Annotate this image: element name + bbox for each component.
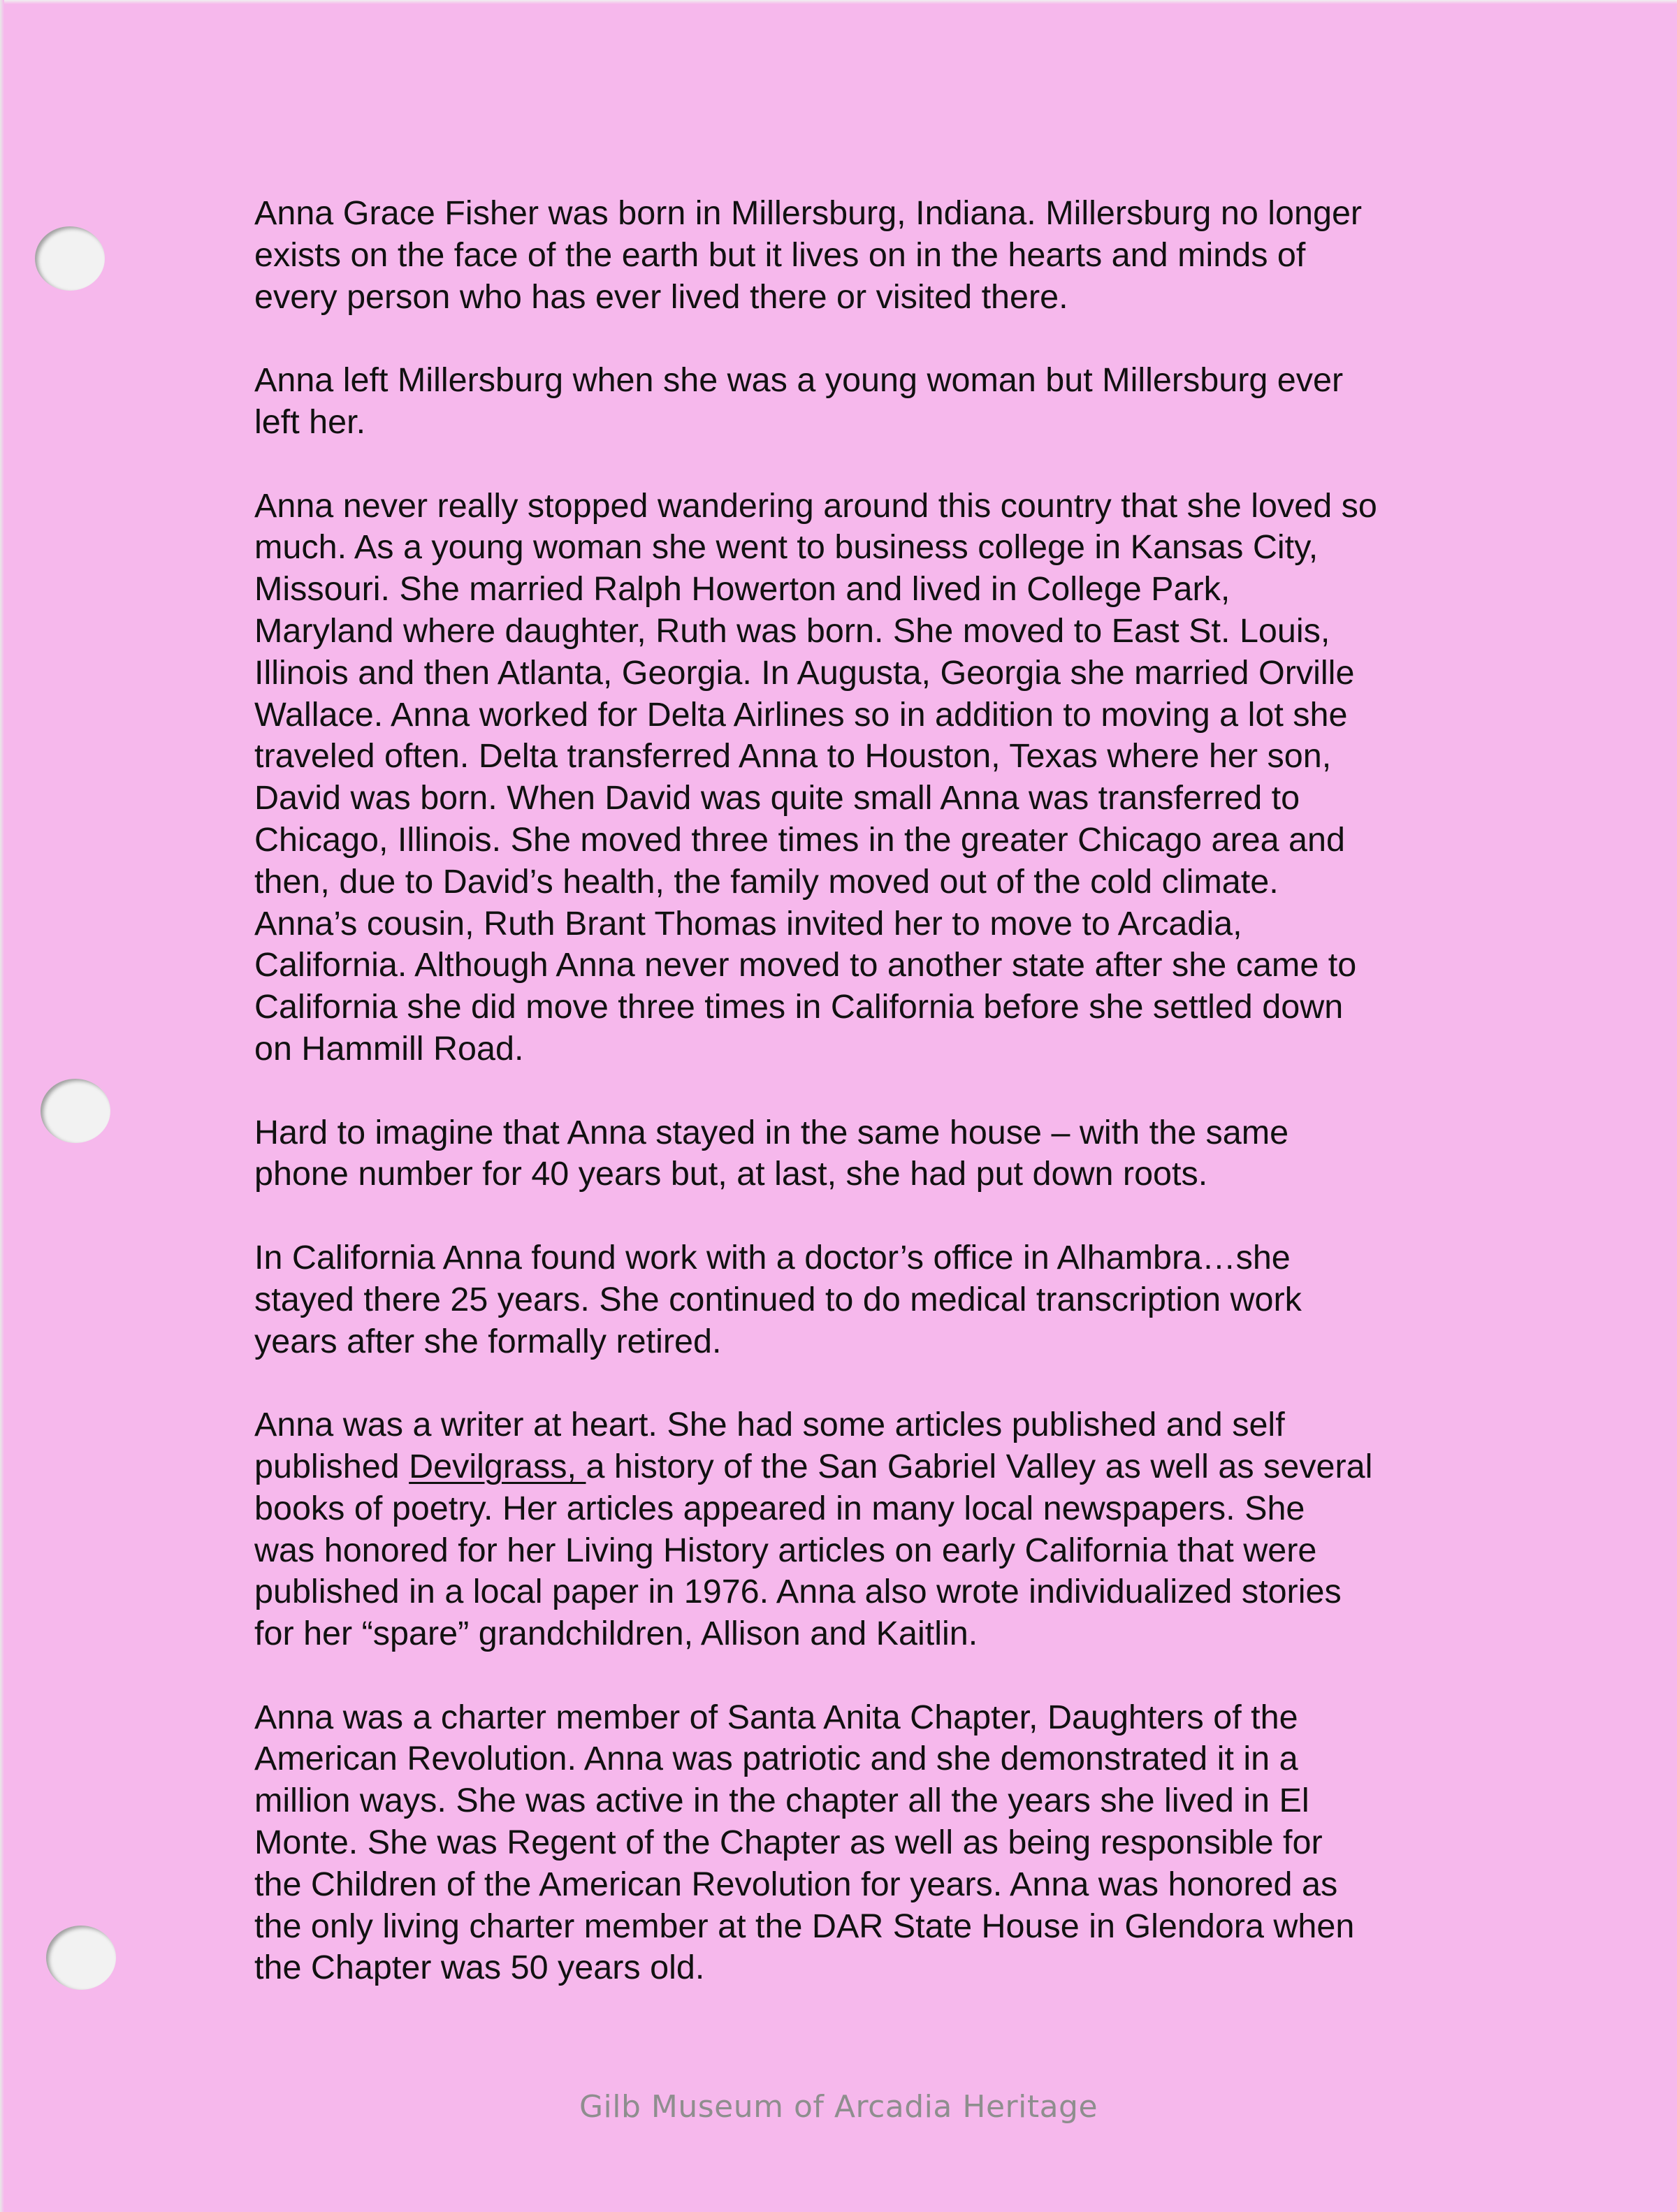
paragraph-birthplace: [254, 193, 1456, 318]
text-line: California she did move three times in California before she settled down: [254, 988, 1344, 1026]
text-line: much. As a young woman she went to business college in Kansas City,: [254, 528, 1319, 567]
text-line: Chicago, Illinois. She moved three times in the greater Chicago area and: [254, 820, 1345, 859]
text-line: the only living charter member at the DAR State House in Glendora when: [254, 1907, 1355, 1945]
paragraph-left-millersburg: [254, 360, 1456, 444]
text-line: [254, 1446, 1456, 1488]
text-line: Anna was a charter member of Santa Anita Chapter, Daughters of the: [254, 1698, 1298, 1736]
text-line: Anna Grace Fisher was born in Millersburg, Indiana. Millersburg no longer: [254, 194, 1363, 232]
paragraph-roots: [254, 1112, 1456, 1196]
text-line: Missouri. She married Ralph Howerton and lived in College Park,: [254, 570, 1230, 609]
text-line: books of poetry. Her articles appeared in many local newspapers. She: [254, 1489, 1305, 1527]
text-line: on Hammill Road.: [254, 1029, 524, 1068]
text-line: for her “spare” grandchildren, Allison and Kaitlin.: [254, 1615, 978, 1653]
page-top-edge: [0, 0, 1677, 4]
text-line: Hard to imagine that Anna stayed in the same house – with the same: [254, 1113, 1289, 1151]
text-line: years after she formally retired.: [254, 1322, 722, 1360]
text-line: published in a local paper in 1976. Anna also wrote individualized stories: [254, 1573, 1342, 1611]
text-line: phone number for 40 years but, at last, she had put down roots.: [254, 1155, 1208, 1193]
text-line: Anna was a writer at heart. She had some articles published and self: [254, 1406, 1285, 1444]
text-segment: published: [254, 1447, 409, 1485]
paragraph-work: [254, 1237, 1456, 1362]
text-segment: a history of the San Gabriel Valley as well as several: [586, 1447, 1373, 1485]
footer-watermark: Gilb Museum of Arcadia Heritage: [579, 2089, 1098, 2125]
text-line: stayed there 25 years. She continued to do medical transcription work: [254, 1280, 1302, 1318]
text-line: Anna left Millersburg when she was a young woman but Millersburg ever: [254, 361, 1344, 400]
text-line: California. Although Anna never moved to another state after she came to: [254, 946, 1357, 984]
text-line: then, due to David’s health, the family moved out of the cold climate.: [254, 862, 1279, 901]
binder-hole-top: [35, 226, 105, 291]
text-line: left her.: [254, 402, 366, 441]
text-line: Illinois and then Atlanta, Georgia. In Augusta, Georgia she married Orville: [254, 653, 1355, 692]
paragraph-writer: [254, 1404, 1456, 1655]
text-line: million ways. She was active in the chapter all the years she lived in El: [254, 1782, 1309, 1820]
binder-hole-middle: [41, 1079, 110, 1143]
page-left-edge: [0, 0, 4, 2212]
text-line: In California Anna found work with a doctor’s office in Alhambra…she: [254, 1238, 1291, 1276]
text-line: David was born. When David was quite small Anna was transferred to: [254, 779, 1300, 817]
text-line: exists on the face of the earth but it lives on in the hearts and minds of: [254, 235, 1306, 274]
text-line: Anna never really stopped wandering around this country that she loved so: [254, 486, 1377, 525]
paragraph-wandering: [254, 486, 1456, 1070]
text-line: was honored for her Living History articles on early California that were: [254, 1531, 1317, 1569]
paragraph-dar: [254, 1697, 1456, 1990]
text-line: Anna’s cousin, Ruth Brant Thomas invited her to move to Arcadia,: [254, 904, 1242, 943]
document-body: [254, 193, 1456, 2031]
text-line: traveled often. Delta transferred Anna to Houston, Texas where her son,: [254, 737, 1332, 776]
book-title: Devilgrass,: [409, 1447, 586, 1485]
binder-hole-bottom: [46, 1926, 116, 1990]
text-line: every person who has ever lived there or visited there.: [254, 277, 1068, 316]
text-line: American Revolution. Anna was patriotic and she demonstrated it in a: [254, 1740, 1298, 1778]
text-line: Monte. She was Regent of the Chapter as well as being responsible for: [254, 1824, 1323, 1862]
text-line: the Children of the American Revolution for years. Anna was honored as: [254, 1865, 1338, 1903]
text-line: the Chapter was 50 years old.: [254, 1949, 705, 1987]
text-line: Wallace. Anna worked for Delta Airlines so in addition to moving a lot she: [254, 695, 1348, 734]
text-line: Maryland where daughter, Ruth was born. She moved to East St. Louis,: [254, 611, 1330, 650]
